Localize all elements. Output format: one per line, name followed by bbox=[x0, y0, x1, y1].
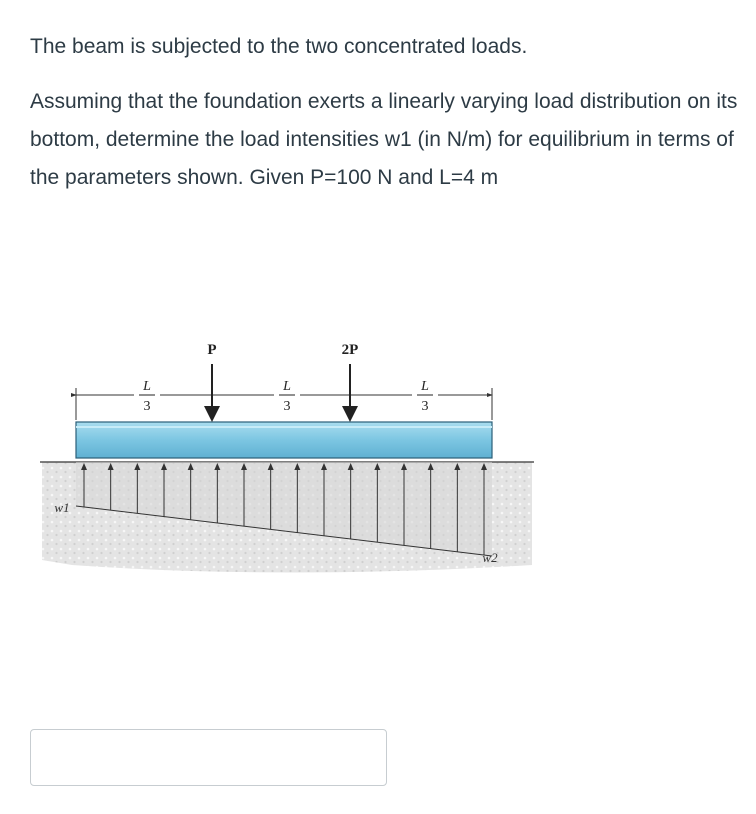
answer-input[interactable] bbox=[30, 729, 387, 786]
question-line-1: The beam is subjected to the two concentrated loads. bbox=[30, 35, 528, 58]
dim-3-numerator: L bbox=[421, 379, 429, 394]
beam-figure bbox=[32, 330, 542, 590]
w2-label: w2 bbox=[482, 550, 498, 565]
dim-1-numerator: L bbox=[143, 379, 151, 394]
dimension-labels bbox=[139, 379, 433, 414]
question-line-2: Assuming that the foundation exerts a linearly varying load distribution on its bottom, determine the load intensities w1 (in N/m) for equilibrium in terms of the parameters shown. Given P=100 N and L=4 m bbox=[30, 90, 738, 189]
question-text bbox=[30, 28, 745, 197]
dim-2-numerator: L bbox=[283, 379, 291, 394]
dim-1-denominator: 3 bbox=[143, 399, 151, 414]
load-p-label: P bbox=[207, 342, 217, 358]
dim-3-denominator: 3 bbox=[421, 399, 429, 414]
load-2p-label: 2P bbox=[341, 342, 359, 358]
beam-diagram bbox=[32, 330, 542, 590]
dim-2-denominator: 3 bbox=[283, 399, 291, 414]
w1-label: w1 bbox=[54, 500, 70, 515]
